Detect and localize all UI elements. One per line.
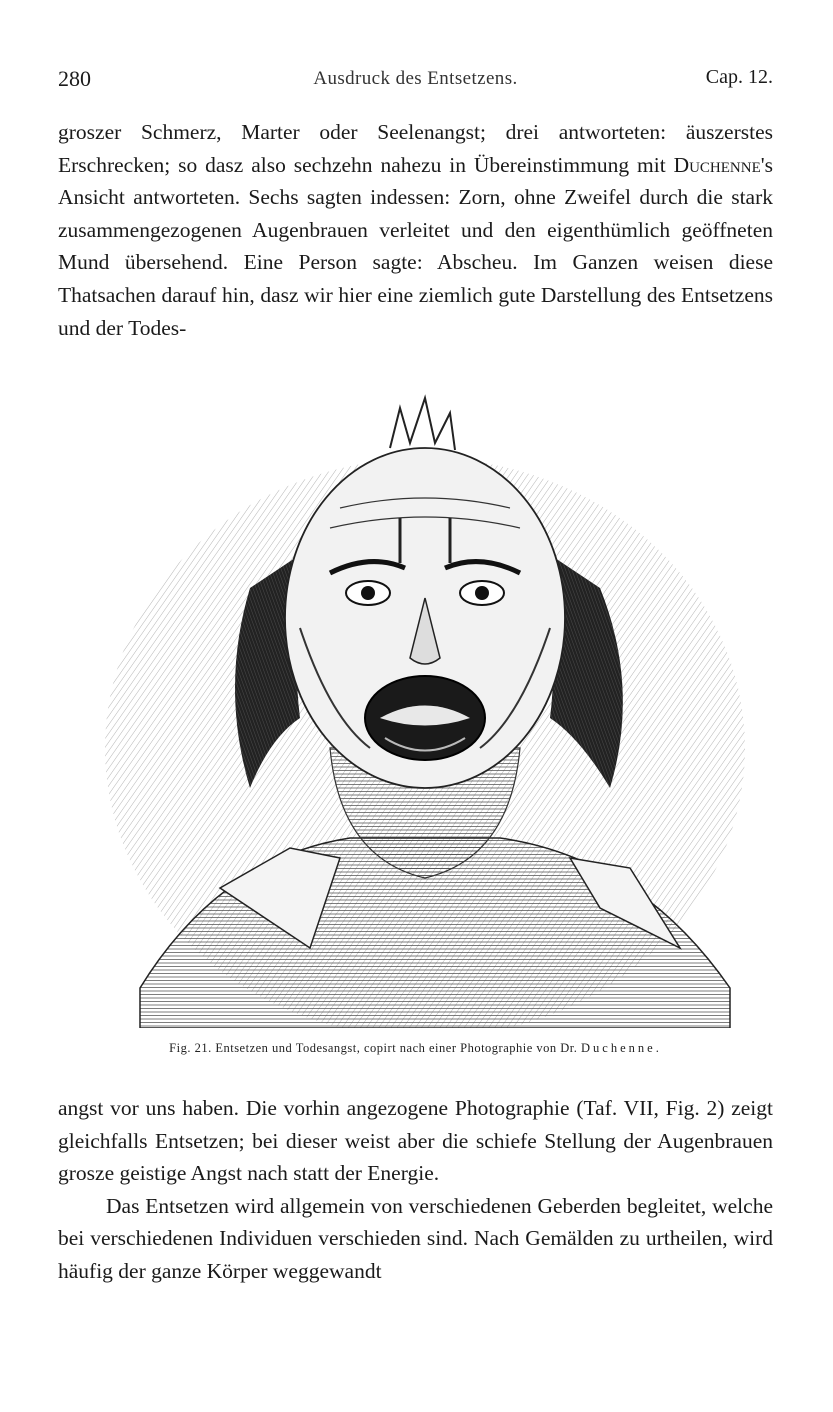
page-number: 280 [58, 66, 91, 91]
paragraph-continuation: angst vor uns haben. Die vorhin angezogene Photographie (Taf. VII, Fig. 2) zeigt gleichfalls Entsetzen; bei dieser weist aber die schiefe Stellung der Augenbrauen grosze geistige Angst nach statt der Energie. [58, 1096, 773, 1186]
caption-text: Fig. 21. Entsetzen und Todesangst, copirt nach einer Photographie von Dr. [169, 1041, 578, 1055]
paragraph-text-part2: 's Ansicht antworteten. Sechs sagten indessen: Zorn, ohne Zweifel durch die stark zusammengezogenen Augenbrauen verleitet und den eigenthümlich geöffneten Mund übersehend. Eine Person sagte: Abscheu. Im Ganzen weisen diese Thatsachen darauf hin, dasz wir hier eine ziemlich gute Darstellung des Entsetzens und der Todes- [58, 152, 773, 340]
text-block-bottom [58, 1092, 773, 1288]
paragraph-continued [58, 116, 773, 344]
author-name-duchenne: Duchenne [673, 152, 761, 177]
paragraph-text-part1: groszer Schmerz, Marter oder Seelenangst; drei antworteten: äuszerstes Erschrecken; so dasz also sechzehn nahezu in Übereinstimmung mit [58, 120, 773, 177]
figure-caption [58, 1041, 773, 1056]
caption-author: Duchenne. [581, 1041, 662, 1055]
running-title: Ausdruck des Entsetzens. [313, 68, 518, 89]
chapter-label: Cap. 12. [705, 66, 773, 88]
text-block-top [58, 116, 773, 344]
paragraph-new: Das Entsetzen wird allgemein von verschiedenen Geberden begleitet, welche bei verschiedenen Individuen verschieden sind. Nach Gemälden zu urtheilen, wird häufig der ganze Körper weggewandt [58, 1193, 773, 1283]
page-header [58, 66, 773, 100]
engraving-illustration [100, 388, 750, 1028]
